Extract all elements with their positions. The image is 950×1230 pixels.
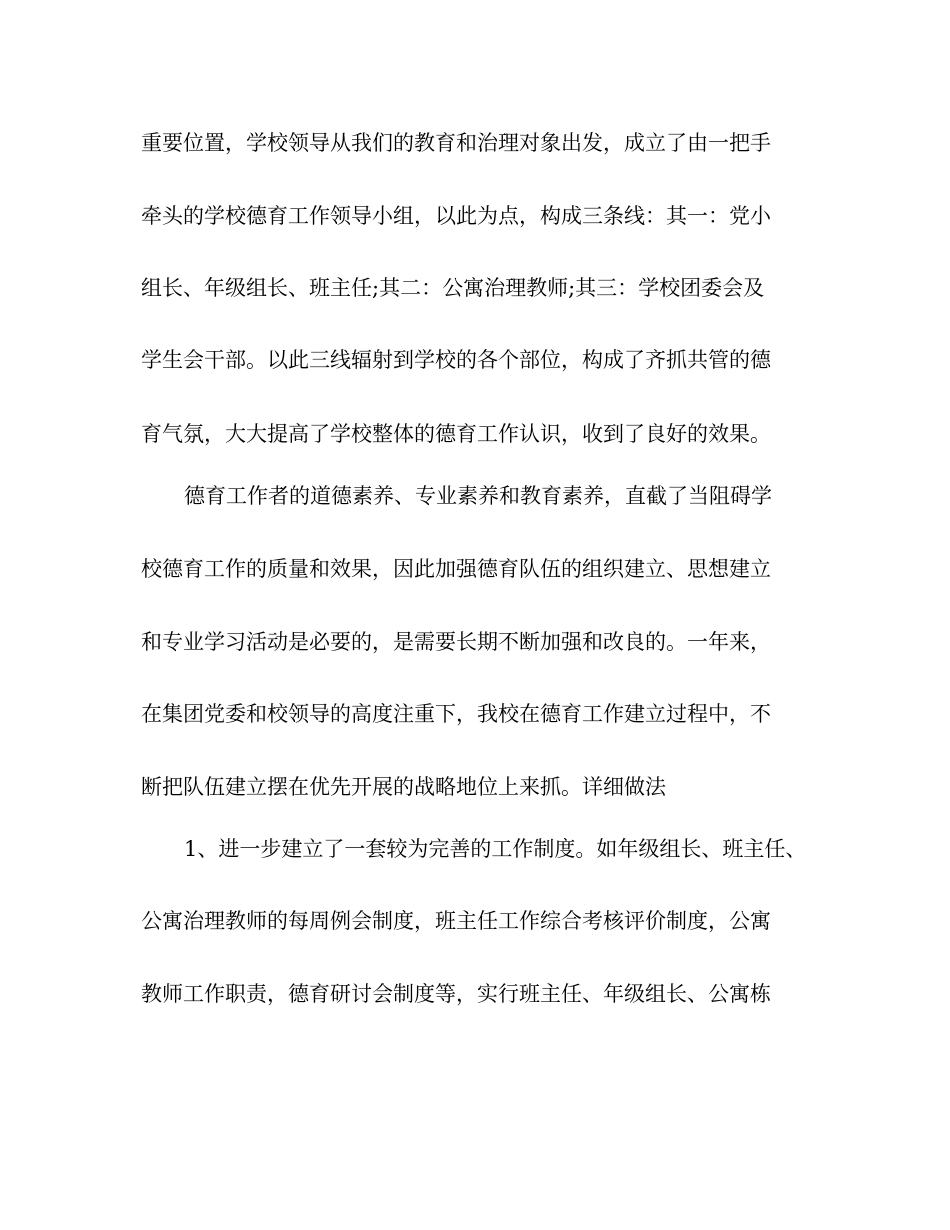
text-line: 育气氛，大大提高了学校整体的德育工作认识，收到了良好的效果。 [141, 422, 771, 446]
text-line: 学生会干部。以此三线辐射到学校的各个部位，构成了齐抓共管的德 [141, 348, 771, 372]
text-line: 重要位置，学校领导从我们的教育和治理对象出发，成立了由一把手 [141, 131, 771, 155]
text-line: 断把队伍建立摆在优先开展的战略地位上来抓。详细做法 [141, 775, 666, 799]
text-line: 在集团党委和校领导的高度注重下，我校在德育工作建立过程中，不 [141, 702, 771, 726]
text-line: 公寓治理教师的每周例会制度，班主任工作综合考核评价制度，公寓 [141, 909, 771, 933]
text-line: 校德育工作的质量和效果，因此加强德育队伍的组织建立、思想建立 [141, 557, 771, 581]
text-line: 牵头的学校德育工作领导小组，以此为点，构成三条线：其一：党小 [141, 204, 771, 228]
text-line: 教师工作职责，德育研讨会制度等，实行班主任、年级组长、公寓栋 [141, 982, 771, 1006]
text-line: 组长、年级组长、班主任;其二：公寓治理教师;其三：学校团委会及 [141, 276, 765, 300]
paragraph-first-line: 德育工作者的道德素养、专业素养和教育素养，直截了当阻碍学 [184, 484, 772, 508]
list-item-first-line: 1、进一步建立了一套较为完善的工作制度。如年级组长、班主任、 [184, 837, 807, 861]
text-line: 和专业学习活动是必要的，是需要长期不断加强和改良的。一年来， [141, 630, 771, 654]
